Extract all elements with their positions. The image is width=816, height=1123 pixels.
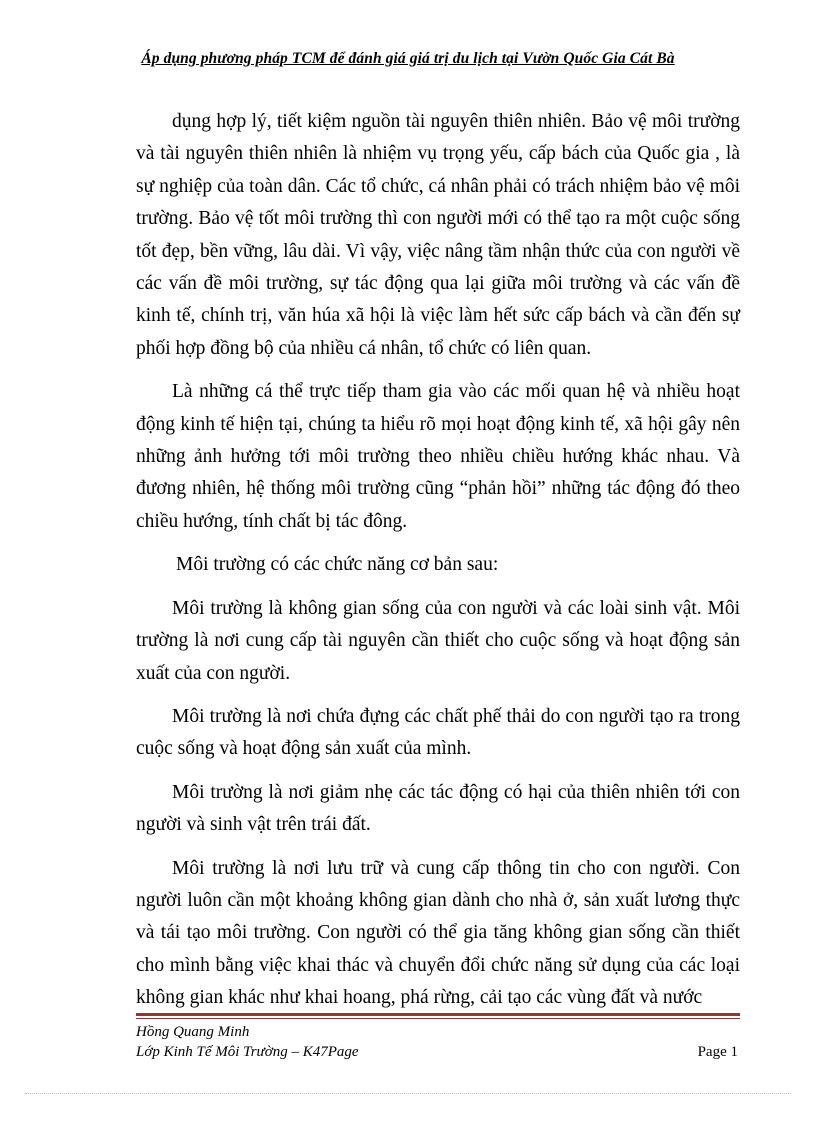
document-header-title: Áp dụng phương pháp TCM để đánh giá giá trị du lịch tại Vườn Quốc Gia Cát Bà [141, 50, 675, 67]
footer-class-line: Lớp Kinh Tế Môi Trường – K47Page [136, 1044, 359, 1060]
footer-page-number: Page 1 [697, 1044, 738, 1060]
footer-row [136, 1042, 740, 1062]
paragraph-3: Môi trường có các chức năng cơ bản sau: [176, 554, 499, 576]
document-body [136, 106, 740, 1026]
paragraph-1: dụng hợp lý, tiết kiệm nguồn tài nguyên thiên nhiên. Bảo vệ môi trường và tài nguyên thiên nhiên là nhiệm vụ trọng yếu, cấp bách của Quốc gia , là sự nghiệp của toàn dân. Các tổ chức, cá nhân phải có trách nhiệm bảo vệ môi trường. Bảo vệ tốt môi trường thì con người mới có thể tạo ra một cuộc sống tốt đẹp, bền vững, lâu dài. Vì vậy, việc nâng tầm nhận thức của con người về các vấn đề môi trường, sự tác động qua lại giữa môi trường và các vấn đề kinh tế, chính trị, văn húa xã hội là việc làm hết sức cấp bách và cần đến sự phối hợp đồng bộ của nhiều cá nhân, tổ chức có liên quan. [136, 111, 740, 359]
paragraph-5: Môi trường là nơi chứa đựng các chất phế thải do con người tạo ra trong cuộc sống và hoạt động sản xuất của mình. [136, 705, 740, 760]
paragraph-4: Môi trường là không gian sống của con người và các loài sinh vật. Môi trường là nơi cung cấp tài nguyên cần thiết cho cuộc sống và hoạt động sản xuất của con người. [136, 597, 740, 684]
footer-rule-thick [136, 1013, 740, 1016]
footer-rule-thin [136, 1018, 740, 1019]
page-boundary-line [25, 1093, 791, 1094]
page-footer [136, 1022, 740, 1062]
paragraph-7: Môi trường là nơi lưu trữ và cung cấp thông tin cho con người. Con người luôn cần một khoảng không gian dành cho nhà ở, sản xuất lương thực và tái tạo môi trường. Con người có thể gia tăng không gian sống cần thiết cho mình bằng việc khai thác và chuyển đổi chức năng sử dụng của các loại không gian khác như khai hoang, phá rừng, cải tạo các vùng đất và nước [136, 857, 740, 1009]
paragraph-2: Là những cá thể trực tiếp tham gia vào các mối quan hệ và nhiều hoạt động kinh tế hiện tại, chúng ta hiểu rõ mọi hoạt động kinh tế, xã hội gây nên những ảnh hưởng tới môi trường theo nhiều chiều hướng khác nhau. Và đương nhiên, hệ thống môi trường cũng “phản hồi” những tác động đó theo chiều hướng, tính chất bị tác đông. [136, 381, 740, 532]
paragraph-6: Môi trường là nơi giảm nhẹ các tác động có hại của thiên nhiên tới con người và sinh vật trên trái đất. [136, 781, 740, 836]
footer-author: Hồng Quang Minh [136, 1024, 250, 1040]
